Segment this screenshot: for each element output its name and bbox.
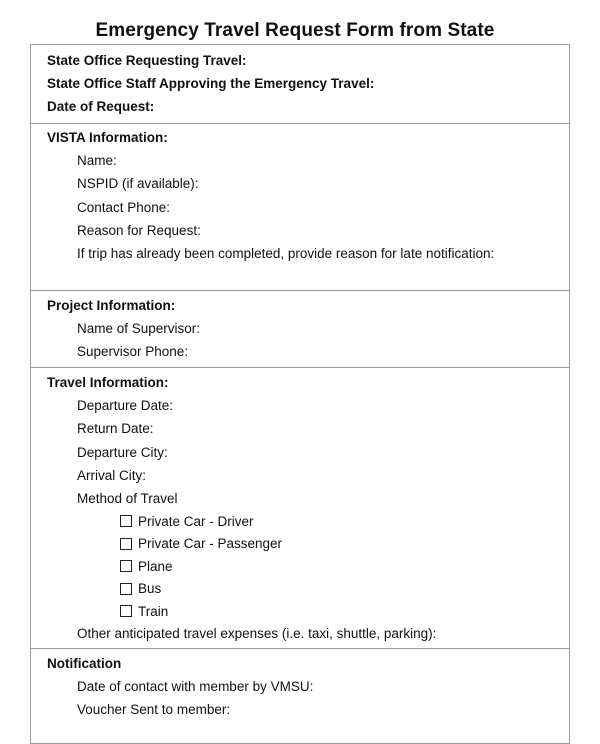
option-private-car-passenger-label: Private Car - Passenger: [138, 536, 283, 551]
option-train-label: Train: [138, 604, 169, 619]
vista-nspid-label: NSPID (if available):: [77, 176, 199, 191]
travel-heading: Travel Information:: [47, 375, 169, 390]
vista-name-label: Name:: [77, 153, 117, 168]
form-box: [30, 44, 570, 744]
checkbox-private-car-driver[interactable]: [120, 515, 132, 527]
checkbox-train[interactable]: [120, 605, 132, 617]
vista-reason-label: Reason for Request:: [77, 223, 201, 238]
form-title: Emergency Travel Request Form from State: [95, 20, 495, 41]
arrival-city-label: Arrival City:: [77, 468, 147, 483]
office-requesting-label: State Office Requesting Travel:: [47, 53, 247, 68]
option-private-car-driver-label: Private Car - Driver: [138, 514, 254, 529]
section-divider: [31, 290, 569, 291]
return-date-label: Return Date:: [77, 421, 154, 436]
voucher-sent-label: Voucher Sent to member:: [77, 702, 231, 717]
supervisor-name-label: Name of Supervisor:: [77, 321, 201, 336]
staff-approving-label: State Office Staff Approving the Emergency Travel:: [47, 76, 375, 91]
departure-date-label: Departure Date:: [77, 398, 174, 413]
vista-contact-phone-label: Contact Phone:: [77, 200, 171, 215]
checkbox-plane[interactable]: [120, 560, 132, 572]
vista-heading: VISTA Information:: [47, 130, 168, 145]
section-divider: [31, 648, 569, 649]
departure-city-label: Departure City:: [77, 445, 168, 460]
option-bus-label: Bus: [138, 581, 162, 596]
section-divider: [31, 367, 569, 368]
section-divider: [31, 123, 569, 124]
vista-late-notification-label: If trip has already been completed, provide reason for late notification:: [77, 246, 495, 261]
project-heading: Project Information:: [47, 298, 176, 313]
checkbox-private-car-passenger[interactable]: [120, 538, 132, 550]
date-of-contact-label: Date of contact with member by VMSU:: [77, 679, 314, 694]
option-plane-label: Plane: [138, 559, 173, 574]
other-expenses-label: Other anticipated travel expenses (i.e. taxi, shuttle, parking):: [77, 626, 437, 641]
checkbox-bus[interactable]: [120, 583, 132, 595]
method-of-travel-label: Method of Travel: [77, 491, 178, 506]
supervisor-phone-label: Supervisor Phone:: [77, 344, 189, 359]
date-of-request-label: Date of Request:: [47, 99, 155, 114]
notification-heading: Notification: [47, 656, 122, 671]
